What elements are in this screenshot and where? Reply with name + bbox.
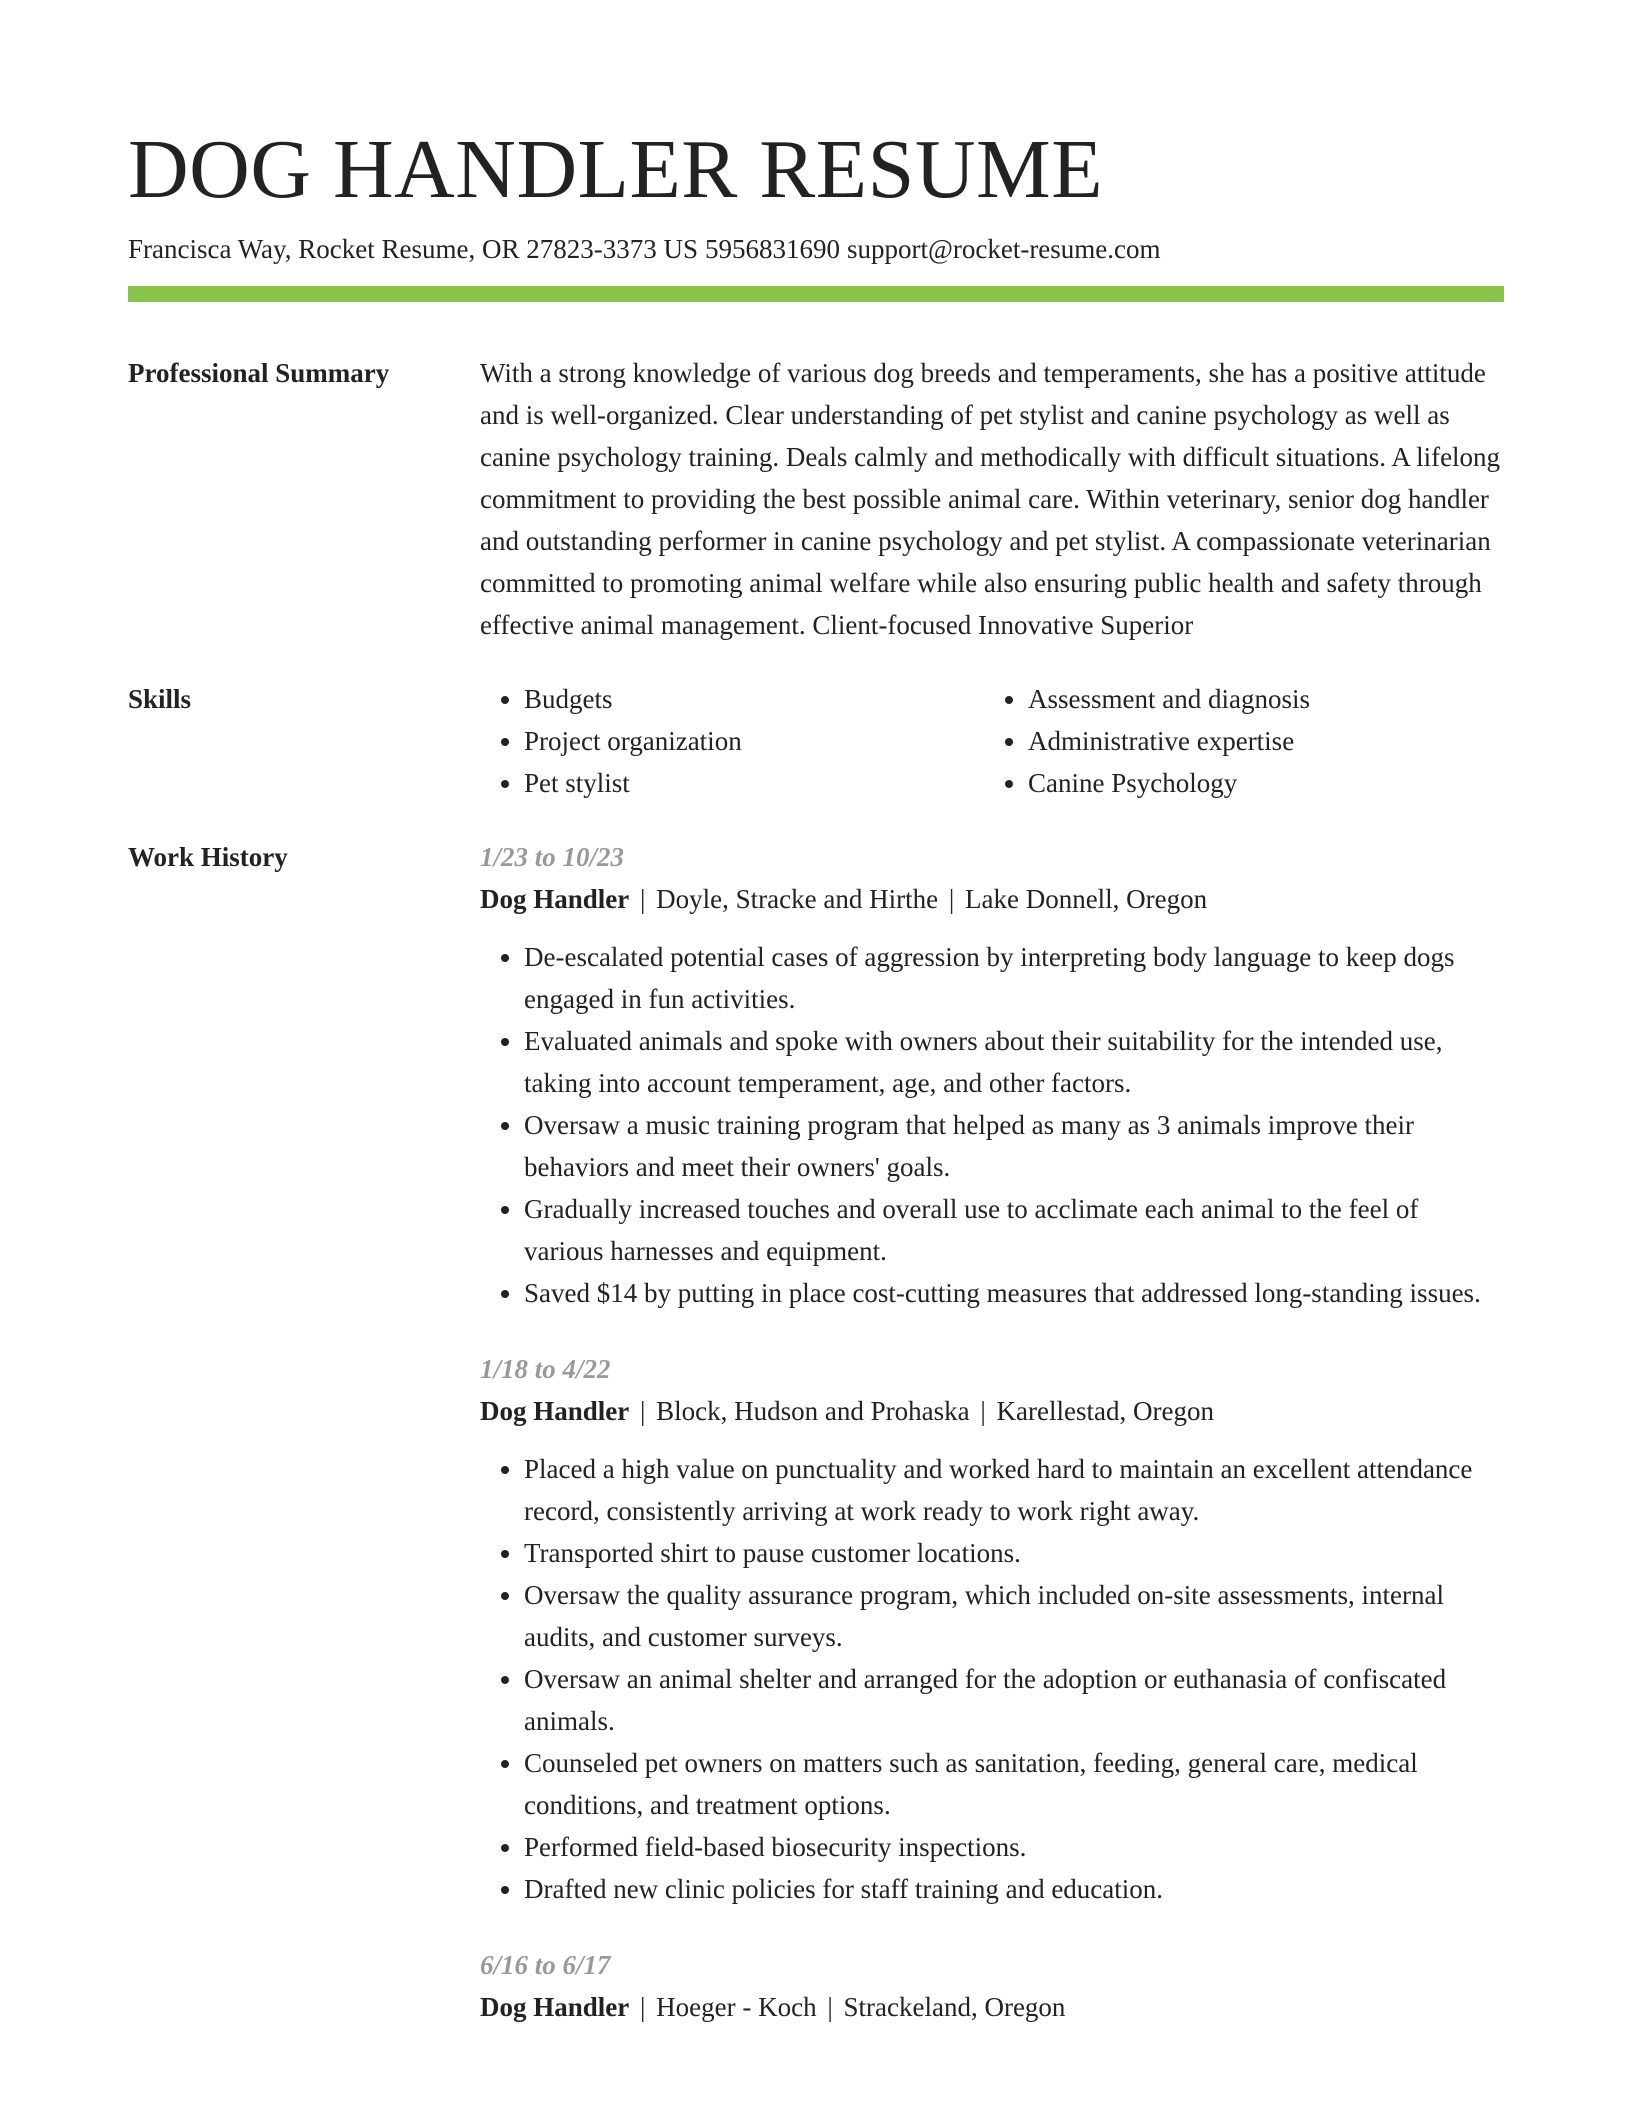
job-company: Block, Hudson and Prohaska	[656, 1396, 970, 1426]
job-entry	[480, 836, 1504, 1314]
professional-summary-section	[128, 352, 1504, 646]
contact-email: support@rocket-resume.com	[847, 234, 1161, 264]
job-bullet: • Performed field-based biosecurity inspections.	[524, 1826, 1504, 1868]
skill-item: • Assessment and diagnosis	[1028, 678, 1488, 720]
summary-text: With a strong knowledge of various dog breeds and temperaments, she has a positive attitude and is well-organized. Clear understanding of pet stylist and canine psychology as well as canine psychology training. Deals calmly and methodically with difficult situations. A lifelong commitment to providing the best possible animal care. Within veterinary, senior dog handler and outstanding performer in canine psychology and pet stylist. A compassionate veterinarian committed to promoting animal welfare while also ensuring public health and safety through effective animal management. Client-focused Innovative Superior	[480, 358, 1501, 640]
job-title: Dog Handler	[480, 884, 630, 914]
contact-line	[128, 232, 1161, 266]
section-label-skills: Skills	[128, 684, 192, 714]
job-bullet: • De-escalated potential cases of aggression by interpreting body language to keep dogs engaged in fun activities.	[524, 936, 1504, 1020]
job-bullet: • Saved $14 by putting in place cost-cutting measures that addressed long-standing issues.	[524, 1272, 1504, 1314]
section-label-summary: Professional Summary	[128, 358, 390, 388]
job-entry	[480, 1944, 1504, 2028]
separator: |	[633, 1396, 653, 1426]
separator: |	[942, 884, 961, 914]
resume-sections	[128, 352, 1504, 2062]
job-bullet: • Placed a high value on punctuality and worked hard to maintain an excellent attendance record, consistently arriving at work ready to work right away.	[524, 1448, 1504, 1532]
skill-item: • Project organization	[524, 720, 984, 762]
job-heading	[480, 1390, 1504, 1432]
skill-item: • Pet stylist	[524, 762, 984, 804]
job-dates: 1/23 to 10/23	[480, 842, 625, 872]
job-dates: 6/16 to 6/17	[480, 1950, 611, 1980]
work-history-section	[128, 836, 1504, 2062]
separator: |	[633, 1992, 653, 2022]
section-label-work: Work History	[128, 842, 288, 872]
accent-divider	[128, 286, 1504, 302]
job-bullets	[480, 1448, 1504, 1910]
job-bullet: • Gradually increased touches and overall use to acclimate each animal to the feel of various harnesses and equipment.	[524, 1188, 1504, 1272]
skills-list-left	[480, 678, 984, 804]
job-bullet: • Oversaw an animal shelter and arranged for the adoption or euthanasia of confiscated animals.	[524, 1658, 1504, 1742]
job-title: Dog Handler	[480, 1992, 630, 2022]
skills-body	[480, 678, 1504, 804]
separator: |	[973, 1396, 993, 1426]
separator: |	[820, 1992, 840, 2022]
job-location: Lake Donnell, Oregon	[964, 884, 1208, 914]
resume-title: DOG HANDLER RESUME	[128, 123, 1103, 216]
job-company: Doyle, Stracke and Hirthe	[656, 884, 939, 914]
job-heading	[480, 878, 1504, 920]
skills-section	[128, 678, 1504, 804]
job-dates: 1/18 to 4/22	[480, 1354, 611, 1384]
job-bullet: • Drafted new clinic policies for staff training and education.	[524, 1868, 1504, 1910]
skill-item: • Canine Psychology	[1028, 762, 1488, 804]
summary-body	[480, 352, 1504, 646]
job-bullet: • Transported shirt to pause customer locations.	[524, 1532, 1504, 1574]
separator: |	[633, 884, 653, 914]
skill-item: • Budgets	[524, 678, 984, 720]
job-title: Dog Handler	[480, 1396, 630, 1426]
contact-address: Francisca Way, Rocket Resume, OR 27823-3373 US	[128, 234, 698, 264]
job-location: Karellestad, Oregon	[996, 1396, 1214, 1426]
work-history-body	[480, 836, 1504, 2062]
skills-grid	[480, 678, 1504, 804]
job-company: Hoeger - Koch	[656, 1992, 817, 2022]
job-bullets	[480, 936, 1504, 1314]
job-location: Strackeland, Oregon	[843, 1992, 1066, 2022]
skill-item: • Administrative expertise	[1028, 720, 1488, 762]
skills-list-right	[984, 678, 1488, 804]
job-bullet: • Oversaw the quality assurance program, which included on-site assessments, internal audits, and customer surveys.	[524, 1574, 1504, 1658]
job-bullet: • Counseled pet owners on matters such as sanitation, feeding, general care, medical conditions, and treatment options.	[524, 1742, 1504, 1826]
job-entry	[480, 1348, 1504, 1910]
job-heading	[480, 1986, 1504, 2028]
contact-phone: 5956831690	[705, 234, 840, 264]
job-bullet: • Oversaw a music training program that helped as many as 3 animals improve their behaviors and meet their owners' goals.	[524, 1104, 1504, 1188]
job-bullet: • Evaluated animals and spoke with owners about their suitability for the intended use, taking into account temperament, age, and other factors.	[524, 1020, 1504, 1104]
